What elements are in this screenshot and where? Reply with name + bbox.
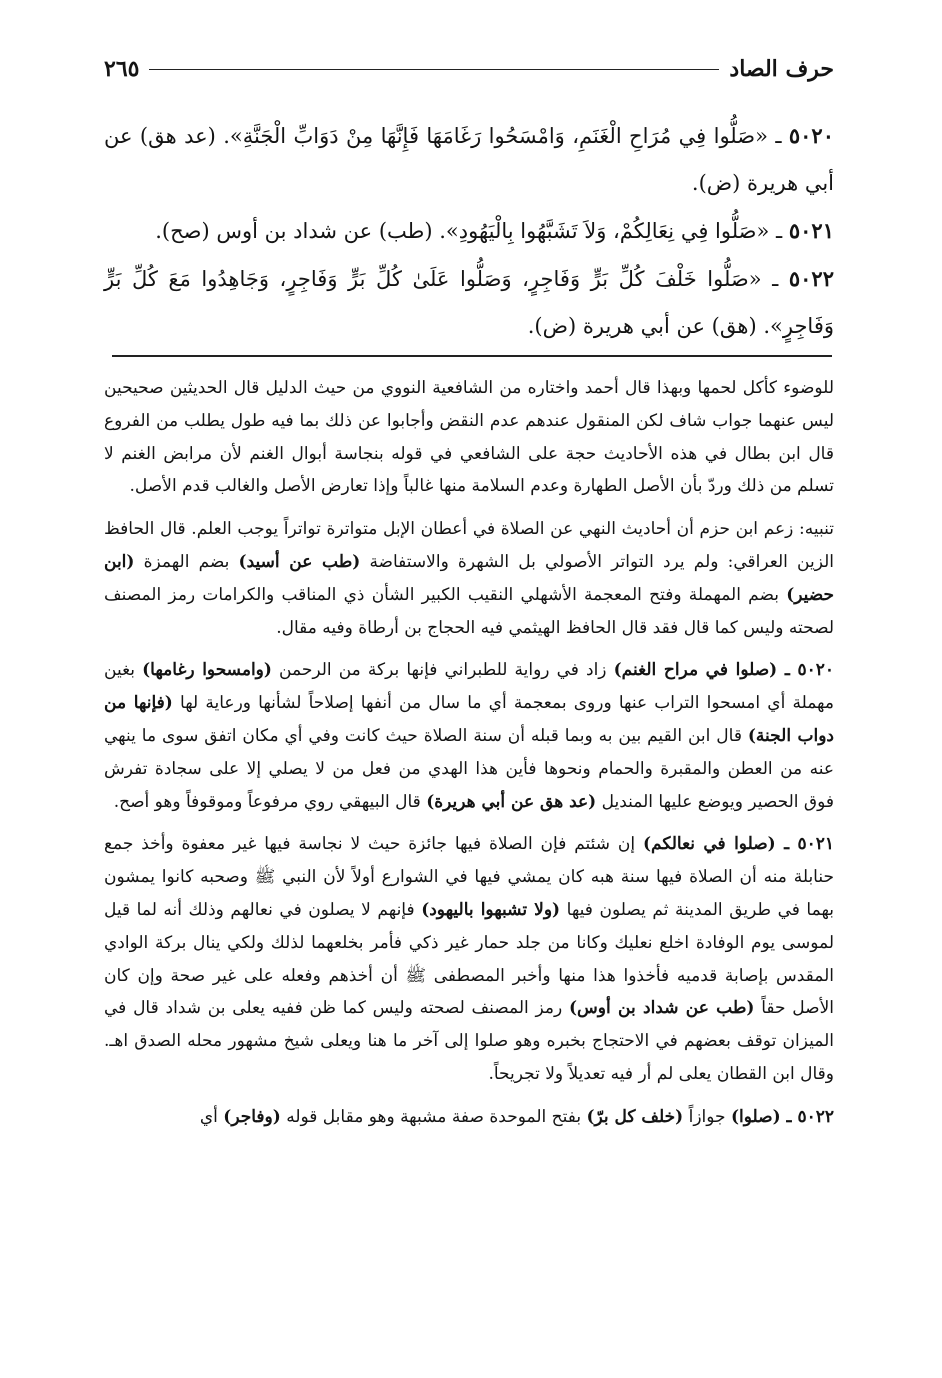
source-citation: (عد هق عن أبي هريرة) <box>426 791 597 812</box>
commentary-paragraph <box>104 1101 834 1134</box>
footnote-divider <box>112 355 832 357</box>
hadith-entry: ٥٠٢٢ ـ «صَلُّوا خَلْفَ كُلِّ بَرٍّ وَفَاجِرٍ، وَصَلُّوا عَلَىٰ كُلِّ بَرٍّ وَفَاجِرٍ، وَجَاهِدُوا مَعَ كُلِّ بَرٍّ وَفَاجِرٍ». (هق) عن أبي هريرة (ض). <box>104 266 834 338</box>
quoted-phrase: (وامسحوا رغامها) <box>142 660 272 681</box>
header-rule <box>149 69 719 70</box>
quoted-phrase: (وفاجر) <box>223 1106 281 1127</box>
commentary-text: بفتح الموحدة صفة مشبهة وهو مقابل قوله <box>280 1106 587 1127</box>
commentary-text: بضم الهمزة <box>134 551 239 572</box>
commentary-text: فإنهم لا يصلون في نعالهم وذلك أنه لما قيل لموسى يوم الوفادة اخلع نعليك وكانا من جلد حمار غير ذكي فأمر بخلعهما لذلك ولكي ينال بركة الوادي المقدس بإصابة قدميه فأخذوا هذا منها وأخبر المصطفى ﷺ أن أخذهم وفعله على غير صحة وإن كان الأصل حقاً <box>104 899 835 1019</box>
commentary-text: جوازاً <box>683 1106 731 1127</box>
commentary-block <box>104 372 834 1144</box>
quoted-phrase: (صلوا في مراح الغنم) <box>613 660 778 681</box>
commentary-text: إن شئتم فإن الصلاة فيها جائزة حيث لا نجاسة فيها غير معفوة وأخذ جمع حنابلة منه أن الصلاة فيها سنة هبه كان يمشي فيها في الشوارع أولاً لأن النبي ﷺ وصحبه كانوا يمشون بهما في طريق المدينة ثم يصلون فيها <box>104 834 835 920</box>
quoted-phrase: (فإنها من دواب الجنة) <box>104 693 834 746</box>
commentary-number: ٥٠٢٠ ـ <box>777 660 834 681</box>
quoted-phrase: (صلوا في نعالكم) <box>642 834 776 855</box>
hadith-entry: ٥٠٢١ ـ «صَلُّوا فِي نِعَالِكُمْ، وَلاَ تَشَبَّهُوا بِالْيَهُودِ». (طب) عن شداد بن أوس (صح). <box>155 218 834 243</box>
quoted-phrase: (صلوا) <box>730 1106 781 1127</box>
commentary-paragraph: للوضوء كأكل لحمها وبهذا قال أحمد واختاره من الشافعية النووي من حيث الدليل قال الحديثين صحيحين ليس عنهما جواب شاف لكن المنقول عندهم عدم النقض وأجابوا عن ذلك بما فيه طول يطلب من الفروع قال ابن بطال في هذه الأحاديث حجة على الشافعي في قوله بنجاسة أبوال الغنم لأن مرابض الغنم لا تسلم من ذلك وردّ بأن الأصل الطهارة وعدم السلامة منها غالباً وإذا تعارض الأصل والغالب قدم الأصل. <box>104 378 834 497</box>
narrator-name: (ابن حضير) <box>104 551 834 605</box>
source-citation: (طب عن شداد بن أوس) <box>569 998 755 1019</box>
commentary-text: أي <box>199 1106 224 1127</box>
hadith-text: «صَلُّوا خَلْفَ كُلِّ بَرٍّ وَفَاجِرٍ، وَصَلُّوا عَلَىٰ كُلِّ بَرٍّ وَفَاجِرٍ، وَجَاهِدُوا مَعَ كُلِّ بَرٍّ وَفَاجِرٍ». (هق) عن أبي هريرة (ض). <box>104 267 834 338</box>
page-number: ٢٦٥ <box>104 56 140 82</box>
commentary-paragraph <box>104 513 834 644</box>
hadith-text-block <box>104 112 834 350</box>
hadith-number: ٥٠٢١ <box>788 218 834 243</box>
commentary-text: تنبيه: زعم ابن حزم أن أحاديث النهي عن الصلاة في أعطان الإبل متواترة تواتراً يوجب العلم. قال الحافظ الزين العراقي: ولم يرد التواتر الأصولي بل الشهرة والاستفاضة <box>104 519 834 572</box>
source-citation: (طب عن أسيد) <box>238 551 361 572</box>
commentary-text: بغين مهملة أي امسحوا التراب عنها وروى بمعجمة أي ما سال من أنفها إصلاحاً لشأنها ورعاية لها <box>104 660 834 714</box>
commentary-text: قال البيهقي روي مرفوعاً وموقوفاً وهو أصح. <box>113 791 427 812</box>
hadith-number: ٥٠٢٠ <box>788 123 834 148</box>
commentary-text: قال ابن القيم بين به وبما قبله أن سنة الصلاة حيث كانت وفي أي مكان اتفق سوى ما ينهي عنه من العطن والمقبرة والحمام ونحوها فأين هذا الهدي من فعل من لا يصلي إلا على سجادة تفرش فوق الحصير ويوضع عليها المنديل <box>104 725 834 812</box>
commentary-paragraph <box>104 654 834 818</box>
commentary-text: زاد في رواية للطبراني فإنها بركة من الرحمن <box>271 660 614 681</box>
hadith-text: «صَلُّوا فِي مُرَاحِ الْغَنَمِ، وَامْسَحُوا رَغَامَهَا فَإِنَّهَا مِنْ دَوَابِّ الْجَنَّةِ». (عد هق) عن أبي هريرة (ض). <box>104 124 834 195</box>
commentary-number: ٥٠٢١ ـ <box>775 834 834 855</box>
hadith-text: «صَلُّوا فِي نِعَالِكُمْ، وَلاَ تَشَبَّهُوا بِالْيَهُودِ». (طب) عن شداد بن أوس (صح). <box>155 219 770 243</box>
commentary-paragraph <box>104 828 834 1090</box>
quoted-phrase: (خلف كل برّ) <box>586 1106 684 1127</box>
hadith-number: ٥٠٢٢ <box>788 266 834 291</box>
quoted-phrase: (ولا تشبهوا باليهود) <box>421 899 561 920</box>
page-header <box>104 52 834 86</box>
chapter-title: حرف الصاد <box>729 56 834 82</box>
commentary-text: رمز المصنف لصحته وليس كما ظن ففيه يعلى بن شداد قال في الميزان توقف بعضهم في الاحتجاج بخبره وهو صلوا إلى آخر ما هنا ويعلى شيخ مشهور محله الصدق اهـ. وقال ابن القطان يعلى لم أر فيه تعديلاً ولا تجريحاً. <box>104 998 834 1084</box>
commentary-number: ٥٠٢٢ ـ <box>780 1106 834 1127</box>
hadith-entry: ٥٠٢٠ ـ «صَلُّوا فِي مُرَاحِ الْغَنَمِ، وَامْسَحُوا رَغَامَهَا فَإِنَّهَا مِنْ دَوَابِّ الْجَنَّةِ». (عد هق) عن أبي هريرة (ض). <box>104 123 834 195</box>
commentary-text: بضم المهملة وفتح المعجمة الأشهلي النقيب الكبير الشأن ذي المناقب والكرامات رمز المصنف لصحته وليس كما قال فقد قال الحافظ الهيثمي فيه الحجاج بن أرطاة وفيه مقال. <box>104 584 834 638</box>
